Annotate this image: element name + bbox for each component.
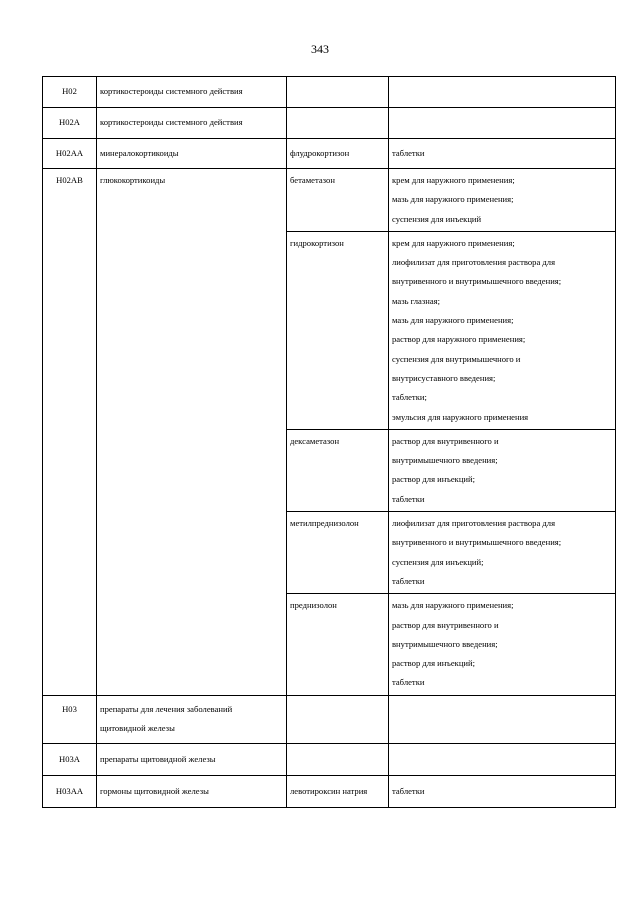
dosage-form-line: мазь для наружного применения; <box>392 315 514 326</box>
dosage-form-line: мазь для наружного применения; <box>392 600 514 611</box>
atc-code: H02 <box>43 77 97 108</box>
table-row-h02 <box>43 77 616 108</box>
dosage-form-line: лиофилизат для приготовления раствора для <box>392 257 556 268</box>
dosage-form-line: раствор для внутривенного и <box>392 435 499 446</box>
dosage-forms <box>389 77 616 108</box>
group-name <box>97 695 287 744</box>
atc-code: H02AA <box>43 139 97 169</box>
drug-name <box>287 77 389 108</box>
dosage-form-line: таблетки; <box>392 392 427 403</box>
dosage-form-line: раствор для внутривенного и <box>392 619 499 630</box>
table-row-h02ab <box>43 169 616 232</box>
drug-name: левотироксин натрия <box>287 776 389 808</box>
dosage-form-line: крем для наружного применения; <box>392 237 515 248</box>
dosage-form-line: крем для наружного применения; <box>392 175 515 185</box>
dosage-form-line: внутримышечного введения; <box>392 638 498 649</box>
drug-name: преднизолон <box>287 594 389 695</box>
dosage-form-line: таблетки <box>392 493 425 504</box>
group-name: кортикостероиды системного действия <box>97 108 287 139</box>
dosage-forms: таблетки <box>389 776 616 808</box>
dosage-form-line: суспензия для инъекций <box>392 213 482 224</box>
dosage-form-line: лиофилизат для приготовления раствора для <box>392 518 556 529</box>
dosage-form-line: суспензия для инъекций; <box>392 556 484 567</box>
table-row-h03a <box>43 744 616 776</box>
group-name: глюкокортикоиды <box>97 169 287 696</box>
dosage-form-line: внутривенного и внутримышечного введения; <box>392 276 562 287</box>
drug-name <box>287 744 389 776</box>
group-name-line: препараты для лечения заболеваний <box>100 703 233 714</box>
dosage-forms <box>389 169 616 232</box>
drug-name: метилпреднизолон <box>287 512 389 594</box>
dosage-forms <box>389 695 616 744</box>
dosage-form-line: эмульсия для наружного применения <box>392 411 529 422</box>
drug-name: бетаметазон <box>287 169 389 232</box>
dosage-form-line: раствор для наружного применения; <box>392 334 526 345</box>
drug-name <box>287 695 389 744</box>
table-row-h03aa <box>43 776 616 808</box>
dosage-forms <box>389 108 616 139</box>
group-name-line: щитовидной железы <box>100 723 175 734</box>
dosage-form-line: раствор для инъекций; <box>392 658 476 669</box>
atc-code: H03AA <box>43 776 97 808</box>
drug-name: гидрокортизон <box>287 231 389 429</box>
atc-code: H02A <box>43 108 97 139</box>
atc-code: H03A <box>43 744 97 776</box>
atc-code: H02AB <box>43 169 97 696</box>
drug-table <box>42 76 616 808</box>
group-name: кортикостероиды системного действия <box>97 77 287 108</box>
dosage-forms <box>389 512 616 594</box>
dosage-form-line: таблетки <box>392 677 425 688</box>
dosage-form-line: мазь для наружного применения; <box>392 194 514 205</box>
group-name: минералокортикоиды <box>97 139 287 169</box>
dosage-form-line: внутримышечного введения; <box>392 455 498 466</box>
table-row-h03 <box>43 695 616 744</box>
dosage-forms <box>389 429 616 511</box>
dosage-form-line: внутривенного и внутримышечного введения; <box>392 537 562 548</box>
group-name: препараты щитовидной железы <box>97 744 287 776</box>
dosage-forms: таблетки <box>389 139 616 169</box>
table-row-h02aa <box>43 139 616 169</box>
dosage-form-line: таблетки <box>392 575 425 586</box>
dosage-form-line: внутрисуставного введения; <box>392 372 496 383</box>
dosage-forms <box>389 744 616 776</box>
page-number: 343 <box>311 42 329 56</box>
dosage-forms <box>389 231 616 429</box>
atc-code: H03 <box>43 695 97 744</box>
drug-name: флудрокортизон <box>287 139 389 169</box>
table-row-h02a <box>43 108 616 139</box>
dosage-form-line: раствор для инъекций; <box>392 474 476 485</box>
dosage-forms <box>389 594 616 695</box>
drug-name: дексаметазон <box>287 429 389 511</box>
dosage-form-line: суспензия для внутримышечного и <box>392 353 521 364</box>
dosage-form-line: мазь глазная; <box>392 295 440 306</box>
drug-name <box>287 108 389 139</box>
group-name: гормоны щитовидной железы <box>97 776 287 808</box>
